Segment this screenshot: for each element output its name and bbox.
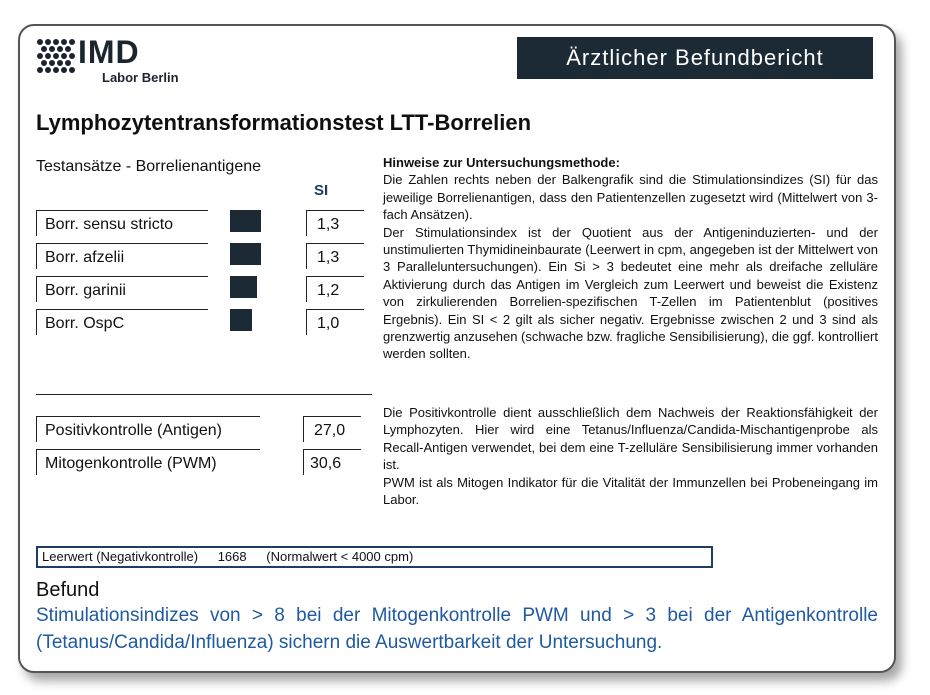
notes-paragraph: Der Stimulationsindex ist der Quotient aus der Antigeninduzierten- und der unstimulierten Thymidineinbaurate (Leerwert in cpm, angegeben ist der Mittelwert von 3 Paralleluntersuchungen). Ein Si > 3 bedeutet eine mehr als dreifache zelluläre Aktivierung durch das Antigen im Vergleich zum Leerwert und beweist die Existenz von zirkulierenden Borrelien-spezifischen T-Zellen im Patientenblut (positives Ergebnis). Ein SI < 2 gilt als sicher negativ. Ergebnisse zwischen 2 und 3 sind als grenzwertig anzusehen (schwache bzw. fragliche Sensibilisierung), die ggf. kontrolliert werden sollten.	[383, 224, 878, 362]
control-label: Mitogenkontrolle (PWM)	[36, 449, 260, 475]
si-column-header: SI	[314, 182, 329, 199]
antigen-heading: Testansätze - Borrelienantigene	[36, 158, 262, 175]
imd-logo	[36, 34, 206, 88]
leerwert-value: 1668	[217, 549, 247, 564]
antigen-label: Borr. garinii	[36, 276, 208, 302]
si-value: 1,3	[306, 210, 364, 236]
si-bar	[230, 309, 252, 331]
si-bar	[230, 276, 257, 298]
notes-paragraph: PWM ist als Mitogen Indikator für die Vitalität der Immunzellen bei Probeneingang im Labor.	[383, 474, 878, 508]
control-notes	[383, 404, 878, 508]
befund-heading: Befund	[36, 579, 100, 601]
antigen-label: Borr. afzelii	[36, 243, 208, 269]
notes-paragraph: Die Positivkontrolle dient ausschließlich dem Nachweis der Reaktionsfähigkeit der Lymphozyten. Hier wird eine Tetanus/Influenza/Candida-Mischantigenprobe als Recall-Antigen verwendet, bei dem eine T-zelluläre Sensibilisierung immer vorhanden ist.	[383, 405, 878, 473]
logo-dots-icon	[36, 38, 76, 74]
control-value: 30,6	[303, 449, 361, 475]
leerwert-label: Leerwert (Negativkontrolle)	[42, 549, 199, 564]
si-bar	[230, 243, 261, 265]
negative-control-box	[36, 546, 713, 568]
logo-subtitle: Labor Berlin	[102, 70, 179, 85]
logo-name: IMD	[78, 34, 140, 70]
si-value: 1,0	[306, 309, 364, 335]
section-divider	[36, 394, 372, 395]
si-value: 1,3	[306, 243, 364, 269]
antigen-label: Borr. OspC	[36, 309, 208, 335]
si-bar	[230, 210, 261, 232]
si-value: 1,2	[306, 276, 364, 302]
notes-paragraph: Die Zahlen rechts neben der Balkengrafik sind die Stimulationsindizes (SI) für das jeweilige Borrelienantigen, dass den Patientenzellen zugesetzt wird (Mittelwert von 3-fach Ansätzen).	[383, 172, 878, 223]
befund-text: Stimulationsindizes von > 8 bei der Mitogenkontrolle PWM und > 3 bei der Antigenkontrolle (Tetanus/Candida/Influenza) sichern die Auswertbarkeit der Untersuchung.	[36, 605, 878, 653]
report-banner: Ärztlicher Befundbericht	[517, 37, 873, 79]
antigen-label: Borr. sensu stricto	[36, 210, 208, 236]
page-title: Lymphozytentransformationstest LTT-Borrelien	[36, 110, 532, 135]
control-value: 27,0	[303, 416, 361, 442]
control-label: Positivkontrolle (Antigen)	[36, 416, 260, 442]
method-notes	[383, 154, 878, 363]
notes-heading: Hinweise zur Untersuchungsmethode:	[383, 155, 620, 170]
leerwert-normal: (Normalwert < 4000 cpm)	[266, 549, 414, 564]
